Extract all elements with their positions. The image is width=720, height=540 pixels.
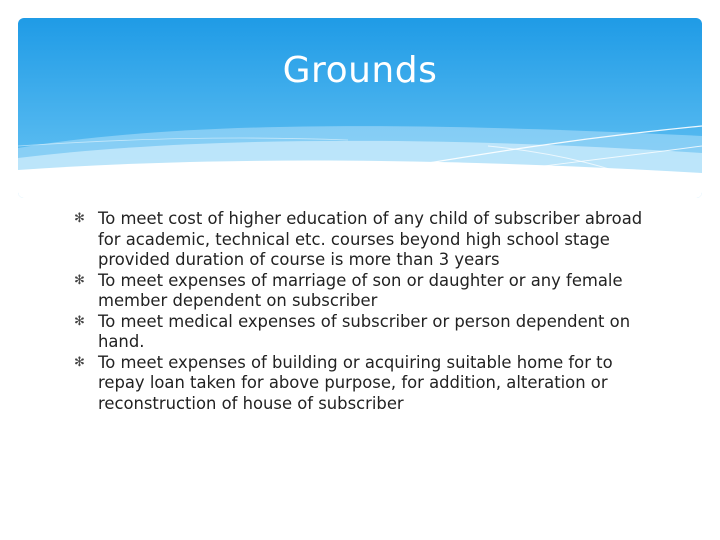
asterisk-bullet-icon: ✻ — [74, 211, 85, 226]
list-item — [74, 312, 664, 353]
asterisk-bullet-icon: ✻ — [74, 272, 85, 288]
bullet-text: To meet cost of higher education of any child of subscriber abroad for academic, technical etc. courses beyond high school stage provided duration of course is more than 3 years — [98, 209, 643, 269]
asterisk-bullet-icon: ✻ — [74, 313, 85, 329]
banner-wave-graphic — [18, 18, 702, 198]
title-banner — [18, 18, 702, 198]
bullet-text: To meet expenses of building or acquiring suitable home for to repay loan taken for above purpose, for addition, alteration or reconstruction of house of subscriber — [98, 352, 613, 413]
bullet-text: To meet expenses of marriage of son or daughter or any female member dependent on subscriber — [98, 270, 623, 310]
bullet-list — [74, 209, 664, 414]
list-item — [74, 209, 664, 271]
list-item — [74, 353, 664, 415]
list-item — [74, 271, 664, 312]
bullet-text: To meet medical expenses of subscriber or person dependent on hand. — [98, 311, 631, 351]
slide-title: Grounds — [282, 50, 438, 91]
content-area — [74, 209, 664, 414]
asterisk-bullet-icon: ✻ — [74, 354, 85, 370]
